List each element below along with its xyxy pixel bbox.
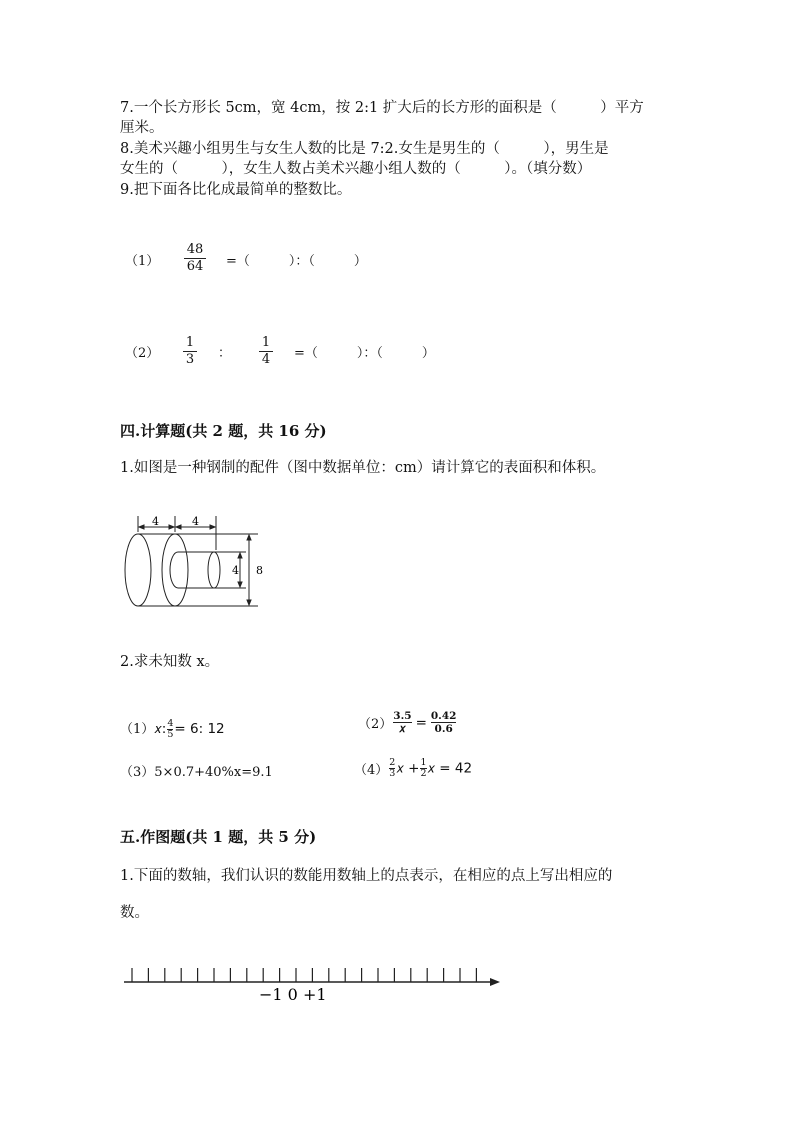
q9-item2-colon: ： <box>218 346 232 361</box>
eq2-fraction2 <box>431 710 457 735</box>
fraction-numerator: 1 <box>420 757 427 768</box>
eq2-equals: = <box>415 714 427 731</box>
fraction-denominator: 4 <box>261 352 271 367</box>
fraction-denominator: 0.6 <box>434 723 453 735</box>
section4-q1: 1.如图是一种钢制的配件（图中数据单位：cm）请计算它的表面积和体积。 <box>120 460 606 476</box>
q8-line1: 8.美术兴趣小组男生与女生人数的比是 7:2.女生是男生的（ ），男生是 <box>120 141 609 157</box>
number-line <box>118 960 508 1006</box>
q9-item2-answer: =（ ）：（ ） <box>294 346 435 361</box>
section4-title: 四.计算题(共 2 题，共 16 分) <box>120 422 327 440</box>
q8-line2: 女生的（ ），女生人数占美术兴趣小组人数的（ ）。（填分数） <box>120 161 592 177</box>
eq2-fraction1 <box>393 710 411 735</box>
label-len1: 4 <box>152 515 159 528</box>
q7-line2: 厘米。 <box>120 120 164 136</box>
eq3-text: 5×0.7+40%x=9.1 <box>154 765 273 780</box>
fraction-denominator: 3 <box>389 768 396 779</box>
arrow-icon <box>490 978 500 986</box>
fraction-numerator: 1 <box>185 335 195 350</box>
label-len2: 4 <box>192 515 199 528</box>
fraction-numerator: 2 <box>389 757 396 768</box>
axis-labels: −1 0 +1 <box>259 985 327 1004</box>
fraction-numerator: 1 <box>261 335 271 350</box>
q9-item2-fraction2 <box>259 336 273 367</box>
q9-item1-answer: =（ ）：（ ） <box>226 254 367 269</box>
section5-q1-line2: 数。 <box>120 905 149 921</box>
eq1 <box>120 718 225 740</box>
fraction-denominator: 5 <box>167 729 174 740</box>
fraction-denominator: 𝑥 <box>399 722 406 735</box>
eq4-fraction1 <box>389 758 395 779</box>
q9-item2-fraction1 <box>183 336 197 367</box>
label-big-d: 8 <box>256 564 263 577</box>
q7-line1: 7.一个长方形长 5cm，宽 4cm，按 2:1 扩大后的长方形的面积是（ ）平方 <box>120 100 644 116</box>
section5-q1-line1: 1.下面的数轴，我们认识的数能用数轴上的点表示，在相应的点上写出相应的 <box>120 868 613 884</box>
eq1-label: （1） <box>120 722 155 737</box>
eq4-label: （4） <box>354 763 389 778</box>
eq4-var1: 𝑥 + <box>396 760 420 777</box>
fraction-denominator: 64 <box>186 259 204 274</box>
steel-part-figure <box>118 510 278 614</box>
eq1-lhs: 𝑥: <box>154 721 167 737</box>
eq1-rhs: = 6: 12 <box>174 721 225 737</box>
section4-q2: 2.求未知数 x。 <box>120 654 220 670</box>
q9-item1-label: （1） <box>125 254 160 269</box>
section5-title: 五.作图题(共 1 题，共 5 分) <box>120 828 317 846</box>
fraction-numerator: 3.5 <box>393 710 412 722</box>
fraction-numerator: 0.42 <box>430 710 457 722</box>
label-small-d: 4 <box>232 564 239 577</box>
fraction-denominator: 3 <box>185 352 195 367</box>
eq4-fraction2 <box>420 758 426 779</box>
fraction-numerator: 48 <box>186 242 204 257</box>
q9-item2-label: （2） <box>125 346 160 361</box>
eq2-label: （2） <box>358 717 393 732</box>
q9-text: 9.把下面各比化成最简单的整数比。 <box>120 182 352 198</box>
fraction-numerator: 4 <box>167 718 174 729</box>
eq4 <box>354 758 472 779</box>
eq4-rhs: 𝑥 = 42 <box>427 760 473 777</box>
eq3-label: （3） <box>120 765 155 780</box>
q9-item1-fraction <box>184 243 206 274</box>
eq1-fraction <box>167 719 173 740</box>
fraction-denominator: 2 <box>420 768 427 779</box>
eq2 <box>358 710 457 735</box>
eq3 <box>120 761 273 780</box>
